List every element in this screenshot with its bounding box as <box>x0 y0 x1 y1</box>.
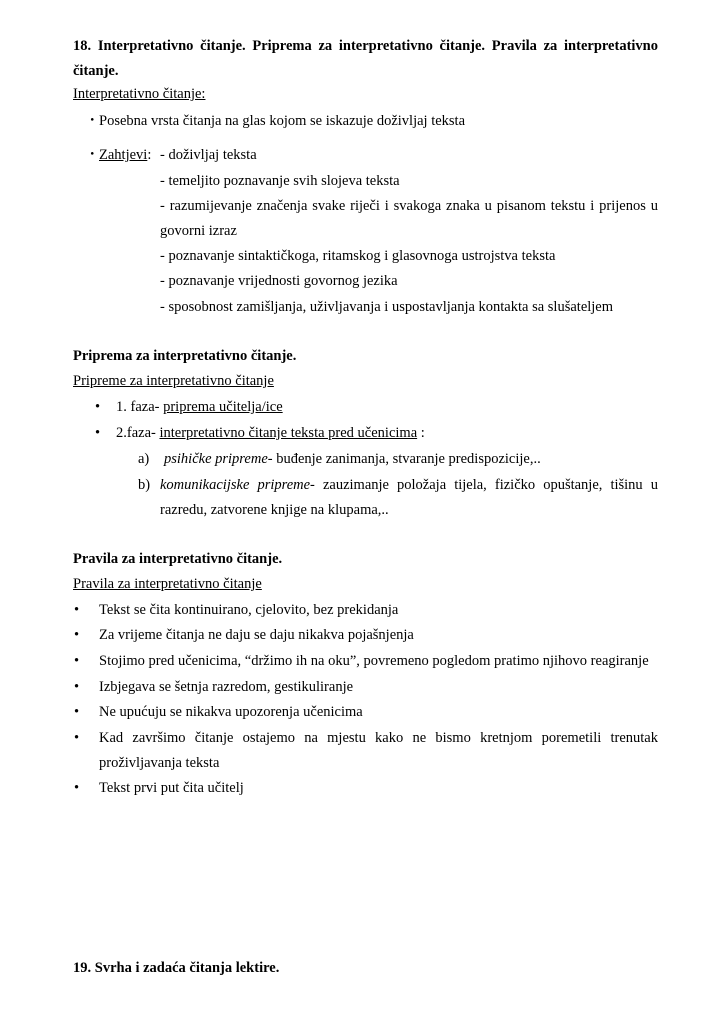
bullet-icon: • <box>95 399 101 415</box>
bullet-icon: • <box>74 780 80 796</box>
requirement-5: - poznavanje vrijednosti govornog jezika <box>160 273 398 289</box>
sublist-b-line2: razredu, zatvorene knjige na klupama,.. <box>160 502 389 518</box>
requirement-3-line2: govorni izraz <box>160 223 237 239</box>
sublist-b-italic: komunikacijske pripreme- <box>160 477 315 493</box>
bullet-icon: ・ <box>85 147 100 163</box>
section2-subtitle: Pripreme za interpretativno čitanje <box>73 373 274 389</box>
bullet-icon: • <box>74 627 80 643</box>
bullet-icon: ・ <box>85 113 100 129</box>
requirement-3-line1: - razumijevanje značenja svake riječi i svakoga znaka u pisanom tekstu i prijenos u <box>160 198 658 214</box>
phase-1-underlined: priprema učitelja/ice <box>163 399 283 415</box>
bullet-icon: • <box>74 653 80 669</box>
requirements-label: Zahtjevi <box>99 147 148 163</box>
bullet-icon: • <box>74 730 80 746</box>
heading-18-line2: čitanje. <box>73 63 119 79</box>
bullet-icon: • <box>95 425 101 441</box>
heading-18-line1: 18. Interpretativno čitanje. Priprema za interpretativno čitanje. Pravila za interpretativno <box>73 38 658 54</box>
section3-title: Pravila za interpretativno čitanje. <box>73 551 283 567</box>
rule-2: Za vrijeme čitanja ne daju se daju nikakva pojašnjenja <box>99 627 414 643</box>
phase-1 <box>116 398 283 416</box>
bullet-icon: • <box>74 704 80 720</box>
sublist-a <box>164 450 541 468</box>
section1-item1: Posebna vrsta čitanja na glas kojom se iskazuje doživljaj teksta <box>99 113 466 129</box>
rule-4: Izbjegava se šetnja razredom, gestikuliranje <box>99 679 354 695</box>
sublist-b <box>160 476 658 494</box>
rule-6-line1: Kad završimo čitanje ostajemo na mjestu kako ne bismo kretnjom poremetili trenutak <box>99 730 658 746</box>
requirements-colon: : <box>147 147 152 163</box>
section2-title: Priprema za interpretativno čitanje. <box>73 348 297 364</box>
sublist-b-label: b) <box>138 477 151 493</box>
rule-7: Tekst prvi put čita učitelj <box>99 780 244 796</box>
phase-2 <box>116 424 425 442</box>
requirement-4: - poznavanje sintaktičkoga, ritamskog i glasovnoga ustrojstva teksta <box>160 248 556 264</box>
section1-subtitle: Interpretativno čitanje: <box>73 86 206 102</box>
bullet-icon: • <box>74 679 80 695</box>
requirement-6: - sposobnost zamišljanja, uživljavanja i uspostavljanja kontakta sa slušateljem <box>160 299 614 315</box>
rule-5: Ne upućuju se nikakva upozorenja učenicima <box>99 704 363 720</box>
rule-3: Stojimo pred učenicima, “držimo ih na oku”, povremeno pogledom pratimo njihovo reagiranje <box>99 653 649 669</box>
rule-6-line2: proživljavanja teksta <box>99 755 220 771</box>
sublist-a-label: a) <box>138 451 150 467</box>
sublist-b-text: zauzimanje položaja tijela, fizičko opuštanje, tišinu u <box>314 477 658 493</box>
section3-subtitle: Pravila za interpretativno čitanje <box>73 576 262 592</box>
requirement-2: - temeljito poznavanje svih slojeva teksta <box>160 173 400 189</box>
bullet-icon: • <box>74 602 80 618</box>
phase-2-suffix: : <box>417 425 425 441</box>
phase-2-prefix: 2.faza- <box>116 425 160 441</box>
requirements-label-row <box>99 146 151 164</box>
rule-1: Tekst se čita kontinuirano, cjelovito, bez prekidanja <box>99 602 399 618</box>
sublist-a-text: buđenje zanimanja, stvaranje predispozicije,.. <box>272 451 541 467</box>
heading-19: 19. Svrha i zadaća čitanja lektire. <box>73 960 280 976</box>
phase-1-prefix: 1. faza- <box>116 399 164 415</box>
phase-2-underlined: interpretativno čitanje teksta pred učenicima <box>159 425 418 441</box>
sublist-a-italic: psihičke pripreme- <box>164 451 273 467</box>
requirement-1: - doživljaj teksta <box>160 147 257 163</box>
